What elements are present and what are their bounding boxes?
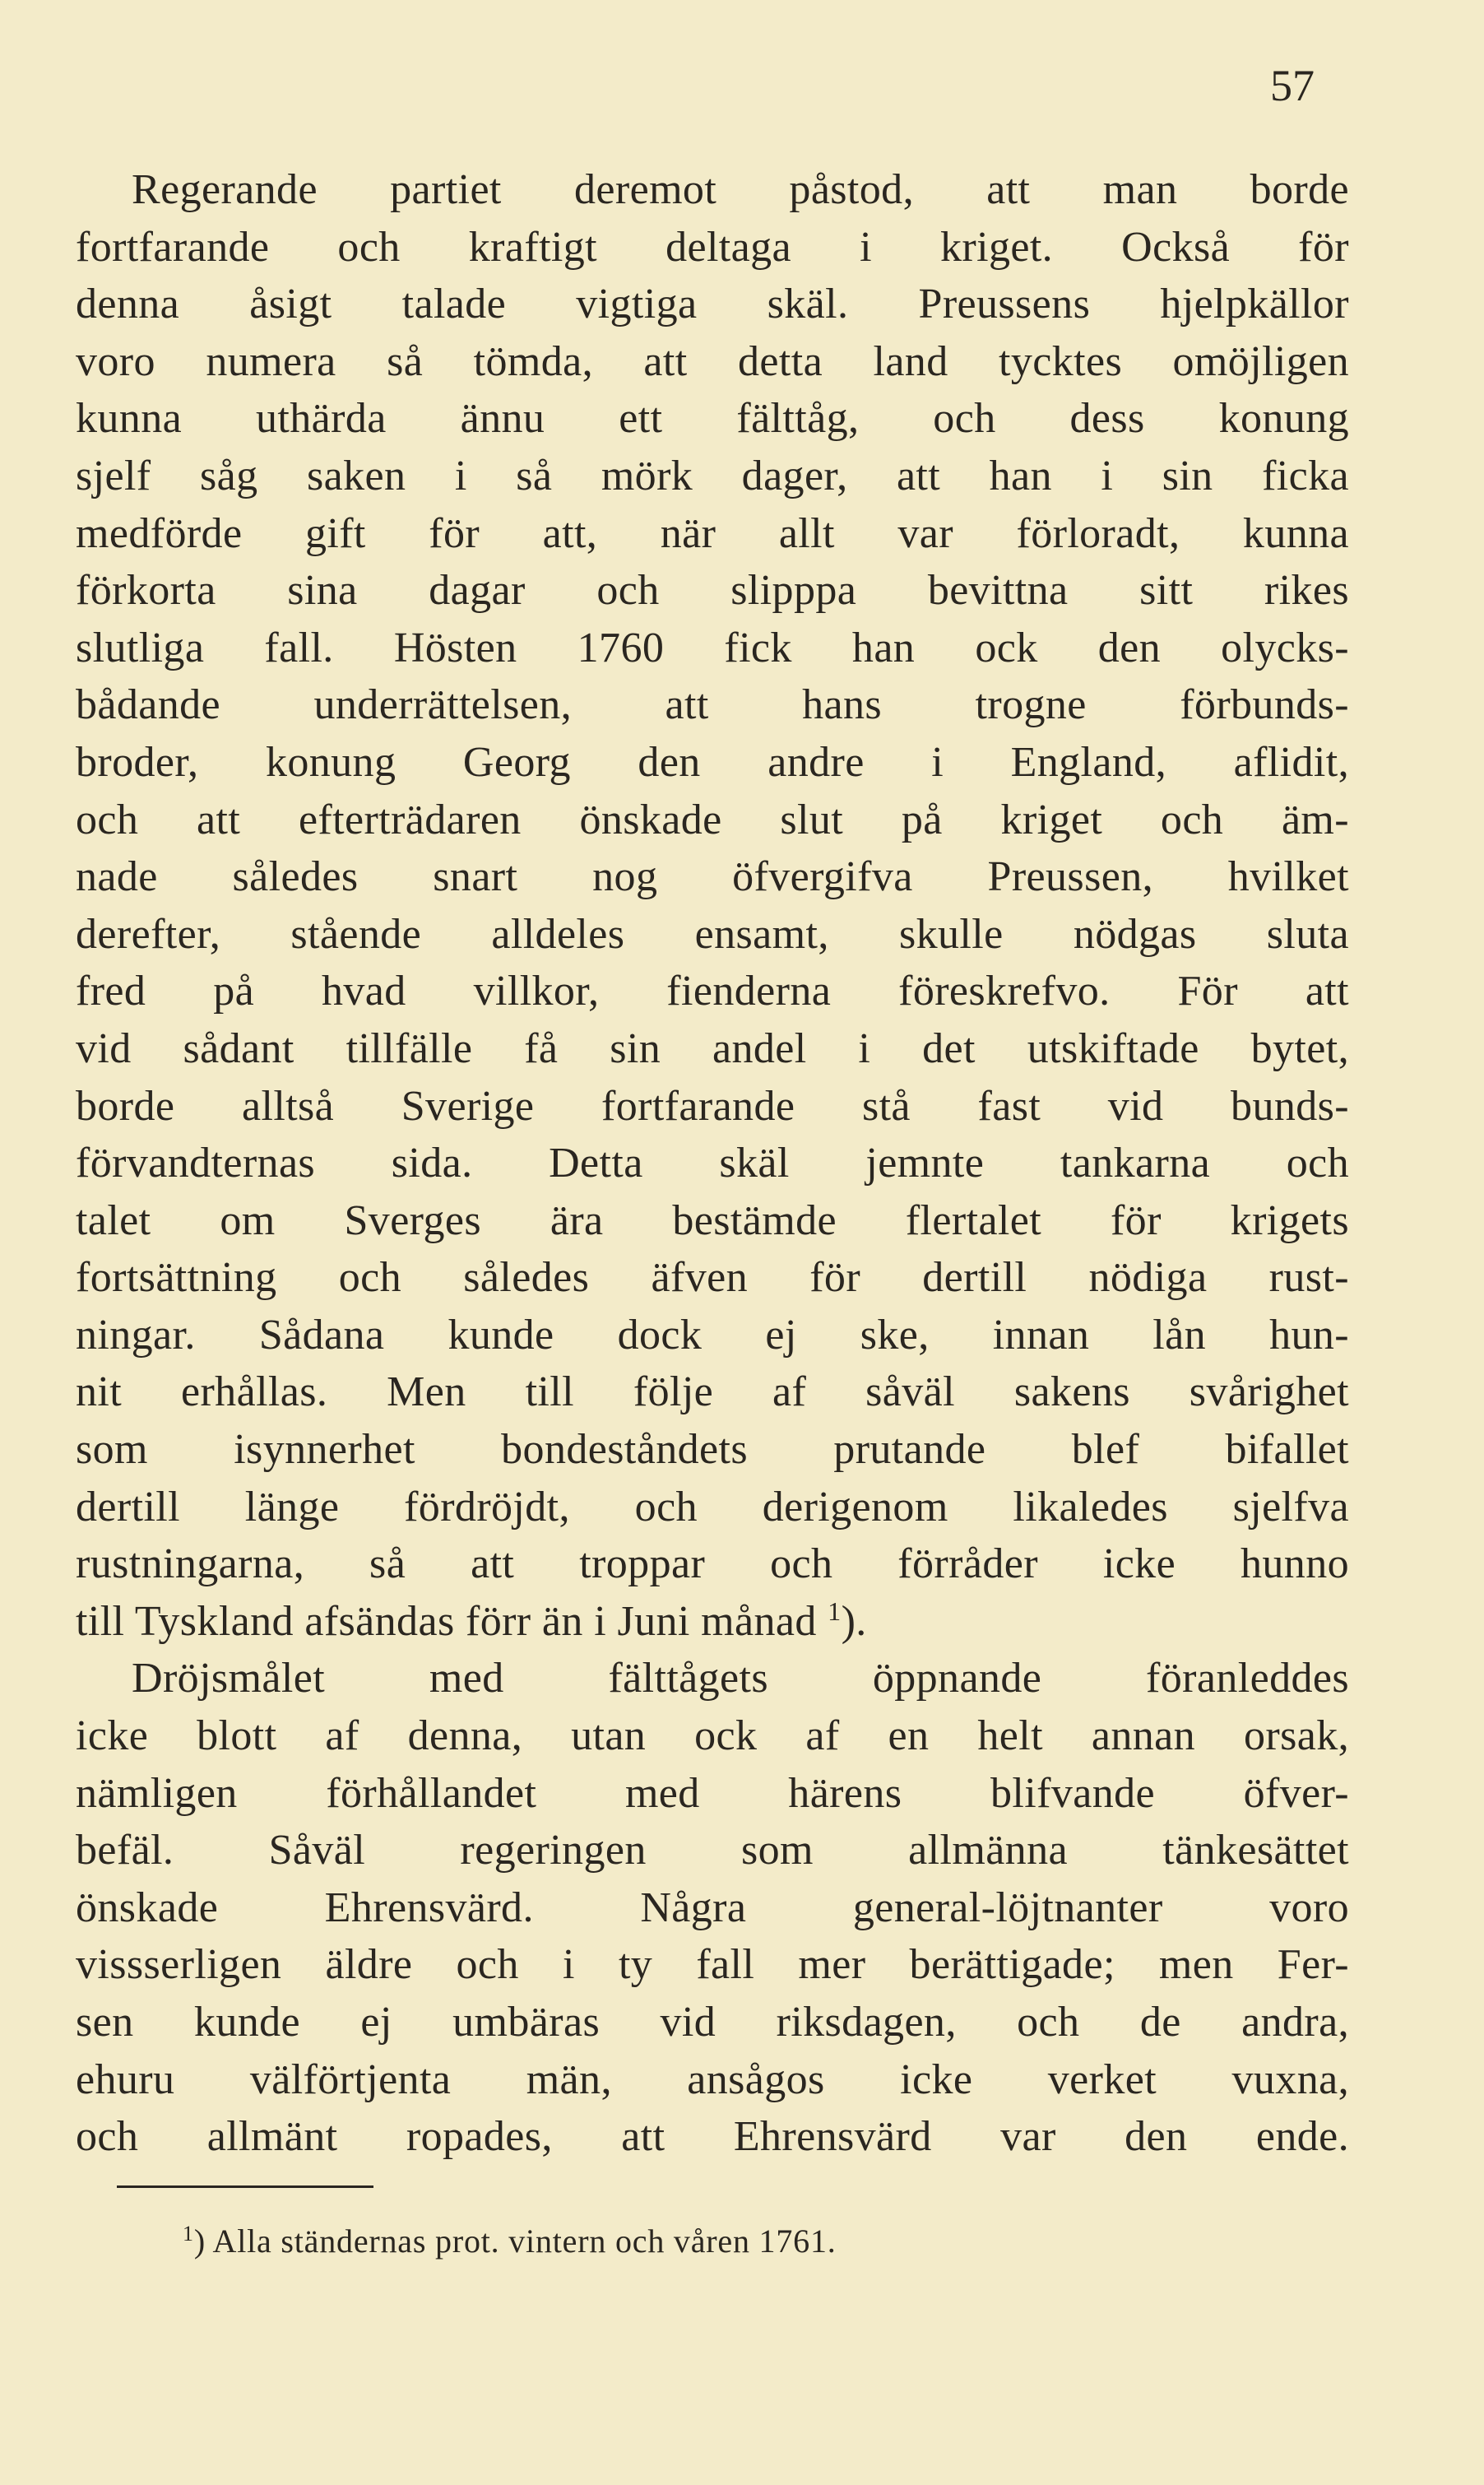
text-line-content: fortfarande och kraftigt deltaga i kriget. Också för [76,223,1349,271]
footnote-rule [117,2185,373,2188]
footnote-reference: 1 [828,1596,842,1626]
text-line [76,1879,1349,1937]
footnote [183,2218,837,2264]
text-line-content: fortsättning och således äfven för dertill nödiga rust- [76,1254,1349,1302]
text-line-content: som isynnerhet bondeståndets prutande blef bifallet [76,1426,1349,1474]
text-line [76,1078,1349,1136]
text-line-content: talet om Sverges ära bestämde flertalet för krigets [76,1196,1349,1244]
text-line [76,1822,1349,1879]
text-line [76,1650,1349,1707]
text-line-content: önskade Ehrensvärd. Några general-löjtnanter voro [76,1883,1349,1931]
text-line-content: icke blott af denna, utan ock af en helt annan orsak, [76,1712,1349,1760]
text-line [76,219,1349,276]
text-line-content: fred på hvad villkor, fienderna föreskrefvo. För att [76,968,1349,1015]
text-line [76,1936,1349,1994]
text-line-content: bådande underrättelsen, att hans trogne förbunds- [76,681,1349,729]
text-line-content: voro numera så tömda, att detta land tycktes omöjligen [76,337,1349,385]
text-line-content: sen kunde ej umbäras vid riksdagen, och de andra, [76,1999,1349,2046]
text-line-content: kunna uthärda ännu ett fälttåg, och dess konung [76,395,1349,443]
text-line-content: sjelf såg saken i så mörk dager, att han i sin ficka [76,452,1349,499]
text-line [76,906,1349,964]
text-line [76,1765,1349,1823]
text-line-content: förkorta sina dagar och slipppa bevittna sitt rikes [76,567,1349,615]
text-line-content: och allmänt ropades, att Ehrensvärd var den ende. [76,2113,1349,2161]
text-line-content: slutliga fall. Hösten 1760 fick han ock den olycks- [76,624,1349,671]
footnote-reference-paren: ) [841,1597,856,1645]
text-line [76,562,1349,620]
text-line-content: befäl. Såväl regeringen som allmänna tänkesättet [76,1827,1349,1874]
text-line [76,792,1349,849]
text-line [76,333,1349,391]
text-line [76,276,1349,333]
footnote-paren: ) [193,2223,206,2260]
text-line [76,734,1349,792]
text-line [76,1363,1349,1421]
text-line-content: nämligen förhållandet med härens blifvande öfver- [76,1769,1349,1817]
text-line-content: förvandternas sida. Detta skäl jemnte tankarna och [76,1140,1349,1187]
text-line-content: nade således snart nog öfvergifva Preussen, hvilket [76,853,1349,901]
text-line [76,1249,1349,1307]
text-line [76,620,1349,677]
text-line-content: vid sådant tillfälle få sin andel i det utskiftade bytet, [76,1024,1349,1072]
text-line-content: medförde gift för att, när allt var förloradt, kunna [76,509,1349,557]
text-line-content: nit erhållas. Men till följe af såväl sakens svårighet [76,1368,1349,1416]
text-line-content: Regerande partiet deremot påstod, att man borde [132,166,1349,213]
text-line-tail: . [856,1597,867,1645]
footnote-marker: 1 [183,2222,194,2246]
body-text [76,161,1349,2166]
text-line [76,963,1349,1020]
text-line-content: dertill länge fördröjdt, och derigenom likaledes sjelfva [76,1483,1349,1530]
text-line [76,448,1349,505]
text-line [76,390,1349,448]
text-line [76,1192,1349,1250]
text-line [76,1535,1349,1593]
text-line-content: derefter, stående alldeles ensamt, skulle nödgas sluta [76,910,1349,958]
text-line [76,1994,1349,2051]
text-line-content: och att efterträdaren önskade slut på kriget och äm- [76,796,1349,843]
text-line [76,1020,1349,1078]
text-line [76,1421,1349,1479]
text-line [76,1707,1349,1765]
text-line [76,1593,1349,1651]
text-line [76,2051,1349,2109]
text-line-content: denna åsigt talade vigtiga skäl. Preussens hjelpkällor [76,281,1349,328]
text-line [76,161,1349,219]
footnote-text: Alla ständernas prot. vintern och våren 1761. [212,2223,837,2260]
text-line-content: borde alltså Sverige fortfarande stå fast vid bunds- [76,1082,1349,1130]
text-line [76,1135,1349,1192]
text-line-content: till Tyskland afsändas förr än i Juni månad [76,1597,817,1645]
page-number: 57 [1270,61,1315,110]
text-line [76,2108,1349,2166]
text-line-content: ningar. Sådana kunde dock ej ske, innan lån hun- [76,1311,1349,1359]
text-line-content: broder, konung Georg den andre i England, aflidit, [76,738,1349,786]
text-line [76,676,1349,734]
text-line-content: Dröjsmålet med fälttågets öppnande föranleddes [132,1655,1349,1702]
text-line-content: vissserligen äldre och i ty fall mer berättigade; men Fer- [76,1941,1349,1989]
text-line [76,505,1349,563]
text-line-content: rustningarna, så att troppar och förråder icke hunno [76,1540,1349,1588]
text-line [76,1479,1349,1536]
text-line-content: ehuru välförtjenta män, ansågos icke verket vuxna, [76,2055,1349,2103]
text-line [76,1307,1349,1364]
text-line [76,848,1349,906]
